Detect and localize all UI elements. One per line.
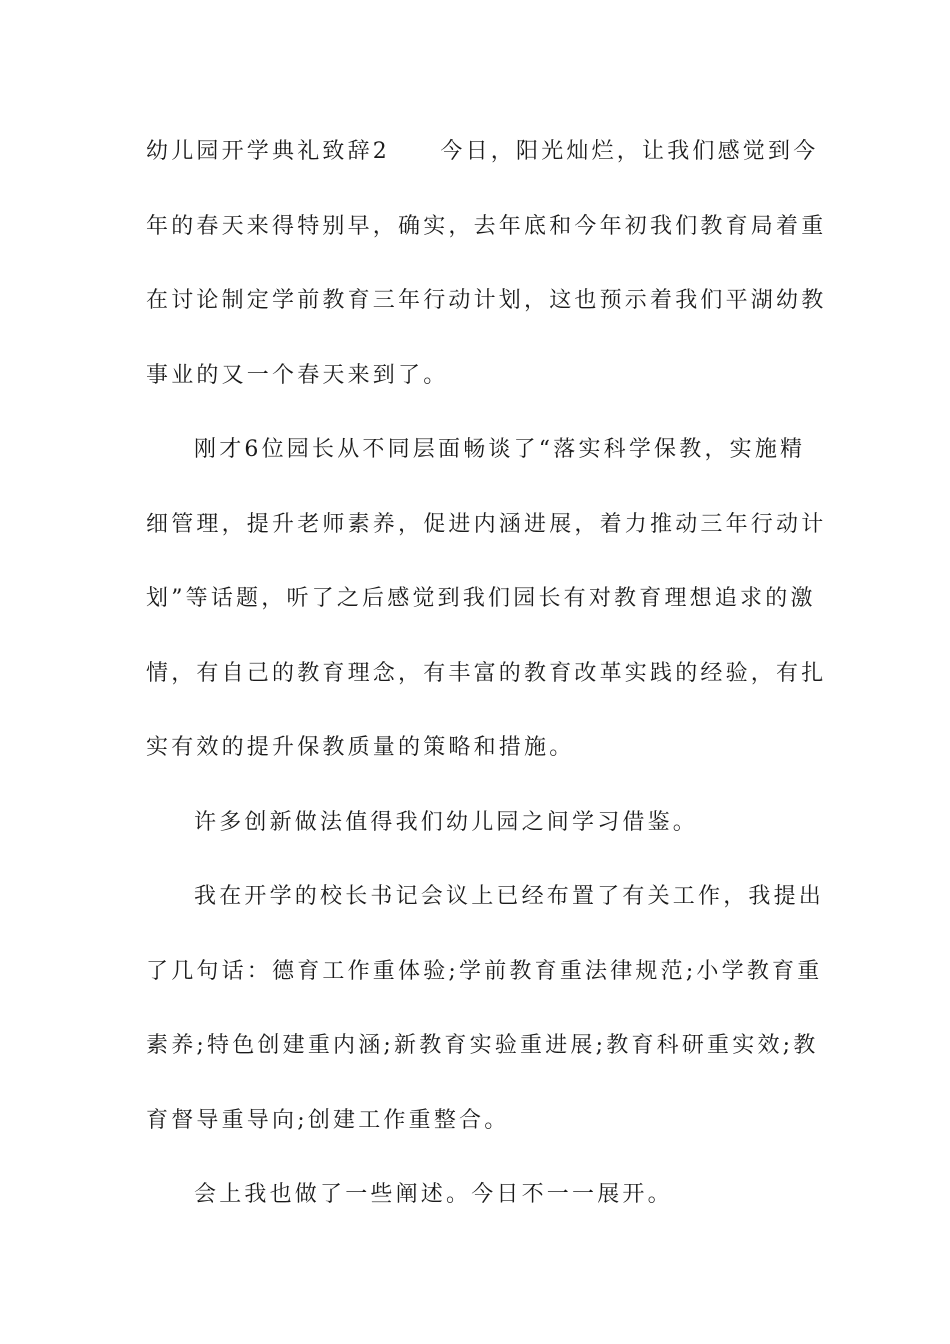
paragraph-line: 我在开学的校长书记会议上已经布置了有关工作，我提出 xyxy=(194,884,825,909)
paragraph-4 xyxy=(146,860,825,1158)
paragraph-line: 在讨论制定学前教育三年行动计划，这也预示着我们平湖幼教 xyxy=(146,288,827,313)
paragraph-line: 细管理，提升老师素养，促进内涵进展，着力推动三年行动计 xyxy=(146,511,827,537)
paragraph-2 xyxy=(146,413,827,786)
paragraph-line: 事业的又一个春天来到了。 xyxy=(146,362,449,388)
paragraph-line: 情，有自己的教育理念，有丰富的教育改革实践的经验，有扎 xyxy=(146,660,827,686)
paragraph-5 xyxy=(146,1158,810,1233)
paragraph-1 xyxy=(146,115,827,413)
paragraph-line: 划”等话题，听了之后感觉到我们园长有对教育理想追求的激 xyxy=(146,586,816,611)
paragraph-line: 了几句话：德育工作重体验;学前教育重法律规范;小学教育重 xyxy=(146,958,823,984)
paragraph-line: 实有效的提升保教质量的策略和措施。 xyxy=(146,735,575,760)
paragraph-line: 幼儿园开学典礼致辞2 今日，阳光灿烂，让我们感觉到今 xyxy=(146,139,819,164)
paragraph-line: 会上我也做了一些阐述。今日不一一展开。 xyxy=(194,1182,673,1207)
paragraph-3 xyxy=(146,786,810,861)
paragraph-line: 刚才6位园长从不同层面畅谈了“落实科学保教，实施精 xyxy=(194,437,806,462)
paragraph-line: 育督导重导向;创建工作重整合。 xyxy=(146,1107,510,1133)
paragraph-line: 素养;特色创建重内涵;新教育实验重进展;教育科研重实效;教 xyxy=(146,1033,819,1058)
paragraph-line: 许多创新做法值得我们幼儿园之间学习借鉴。 xyxy=(194,809,699,835)
paragraph-line: 年的春天来得特别早，确实，去年底和今年初我们教育局着重 xyxy=(146,213,827,239)
document-body xyxy=(146,115,827,1233)
